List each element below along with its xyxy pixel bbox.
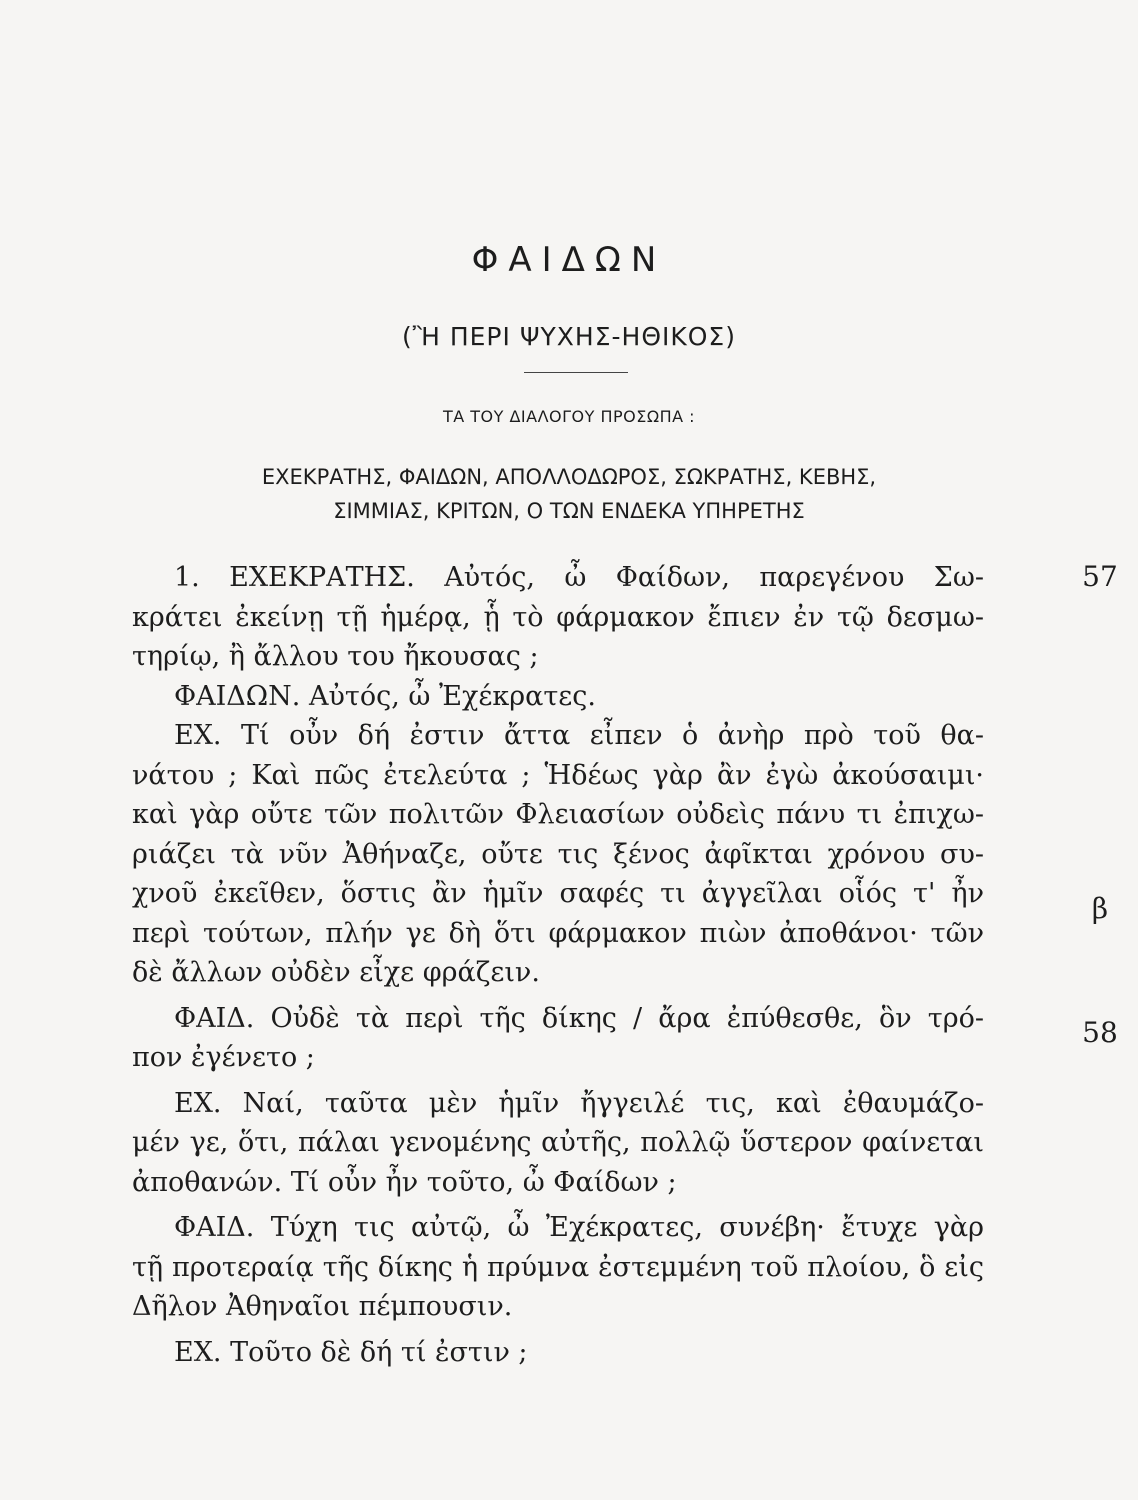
text-line: ΕΧ. Τοῦτο δὲ δή τί ἐστιν ;: [174, 1336, 528, 1368]
persons-heading: ΤΑ ΤΟΥ ΔΙΑΛΟΓΟΥ ΠΡΟΣΩΠΑ :: [442, 407, 696, 426]
text-line: ΦΑΙΔ. Οὐδὲ τὰ περὶ τῆς δίκης / ἄρα ἐπύθεσθε, ὃν τρό-: [174, 1002, 984, 1034]
dialogue-title: ΦΑΙΔΩΝ: [471, 240, 667, 280]
text-line: χνοῦ ἐκεῖθεν, ὅστις ἂν ἡμῖν σαφές τι ἀγγεῖλαι οἷός τ' ἦν: [132, 878, 984, 909]
text-line: ΦΑΙΔ. Τύχη τις αὐτῷ, ὦ Ἐχέκρατες, συνέβη· ἔτυχε γὰρ: [174, 1212, 984, 1243]
persons-line: ΕΧΕΚΡΑΤΗΣ, ΦΑΙΔΩΝ, ΑΠΟΛΛΟΔΩΡΟΣ, ΣΩΚΡΑΤΗΣ, ΚΕΒΗΣ,: [261, 465, 877, 489]
text-line: 1. ΕΧΕΚΡΑΤΗΣ. Αὐτός, ὦ Φαίδων, παρεγένου Σω-: [174, 562, 984, 593]
text-line: περὶ τούτων, πλήν γε δὴ ὅτι φάρμακον πιὼν ἀποθάνοι· τῶν: [132, 917, 984, 949]
persons-list: [0, 460, 1138, 528]
text-line: ἀποθανών. Τί οὖν ἦν τοῦτο, ὦ Φαίδων ;: [132, 1166, 677, 1198]
text-line: τηρίῳ, ἢ ἄλλου του ἤκουσας ;: [132, 641, 539, 672]
margin-ref-58: 58: [1082, 1016, 1118, 1049]
text-line: κράτει ἐκείνῃ τῇ ἡμέρᾳ, ᾗ τὸ φάρμακον ἔπιεν ἐν τῷ δεσμω-: [132, 601, 984, 633]
margin-ref-57: 57: [1082, 560, 1118, 593]
text-line: δὲ ἄλλων οὐδὲν εἶχε φράζειν.: [132, 957, 540, 988]
text-line: Δῆλον Ἀθηναῖοι πέμπουσιν.: [132, 1291, 513, 1322]
dialogue-text: [132, 558, 984, 1372]
text-line: ΕΧ. Τί οὖν δή ἐστιν ἄττα εἶπεν ὁ ἀνὴρ πρὸ τοῦ θα-: [174, 720, 984, 751]
text-line: μέν γε, ὅτι, πάλαι γενομένης αὐτῆς, πολλῷ ὕστερον φαίνεται: [132, 1127, 984, 1158]
text-line: ΕΧ. Ναί, ταῦτα μὲν ἡμῖν ἤγγειλέ τις, καὶ ἐθαυμάζο-: [174, 1087, 984, 1119]
text-line: πον ἐγένετο ;: [132, 1042, 315, 1073]
text-line: ΦΑΙΔΩΝ. Αὐτός, ὦ Ἐχέκρατες.: [174, 680, 596, 712]
text-line: τῇ προτεραίᾳ τῆς δίκης ἡ πρύμνα ἐστεμμένη τοῦ πλοίου, ὃ εἰς: [132, 1251, 984, 1283]
text-line: ριάζει τὰ νῦν Ἀθήναζε, οὔτε τις ξένος ἀφῖκται χρόνου συ-: [132, 838, 984, 870]
dialogue-subtitle: (Ἢ ΠΕΡΙ ΨΥΧΗΣ-ΗΘΙΚΟΣ): [401, 322, 736, 351]
margin-ref-b: β: [1091, 892, 1109, 925]
title-rule: [524, 372, 628, 373]
persons-line: ΣΙΜΜΙΑΣ, ΚΡΙΤΩΝ, Ο ΤΩΝ ΕΝΔΕΚΑ ΥΠΗΡΕΤΗΣ: [333, 499, 805, 523]
text-line: καὶ γὰρ οὔτε τῶν πολιτῶν Φλειασίων οὐδεὶς πάνυ τι ἐπιχω-: [132, 799, 984, 830]
text-line: νάτου ; Καὶ πῶς ἐτελεύτα ; Ἡδέως γὰρ ἂν ἐγὼ ἀκούσαιμι·: [132, 759, 984, 791]
